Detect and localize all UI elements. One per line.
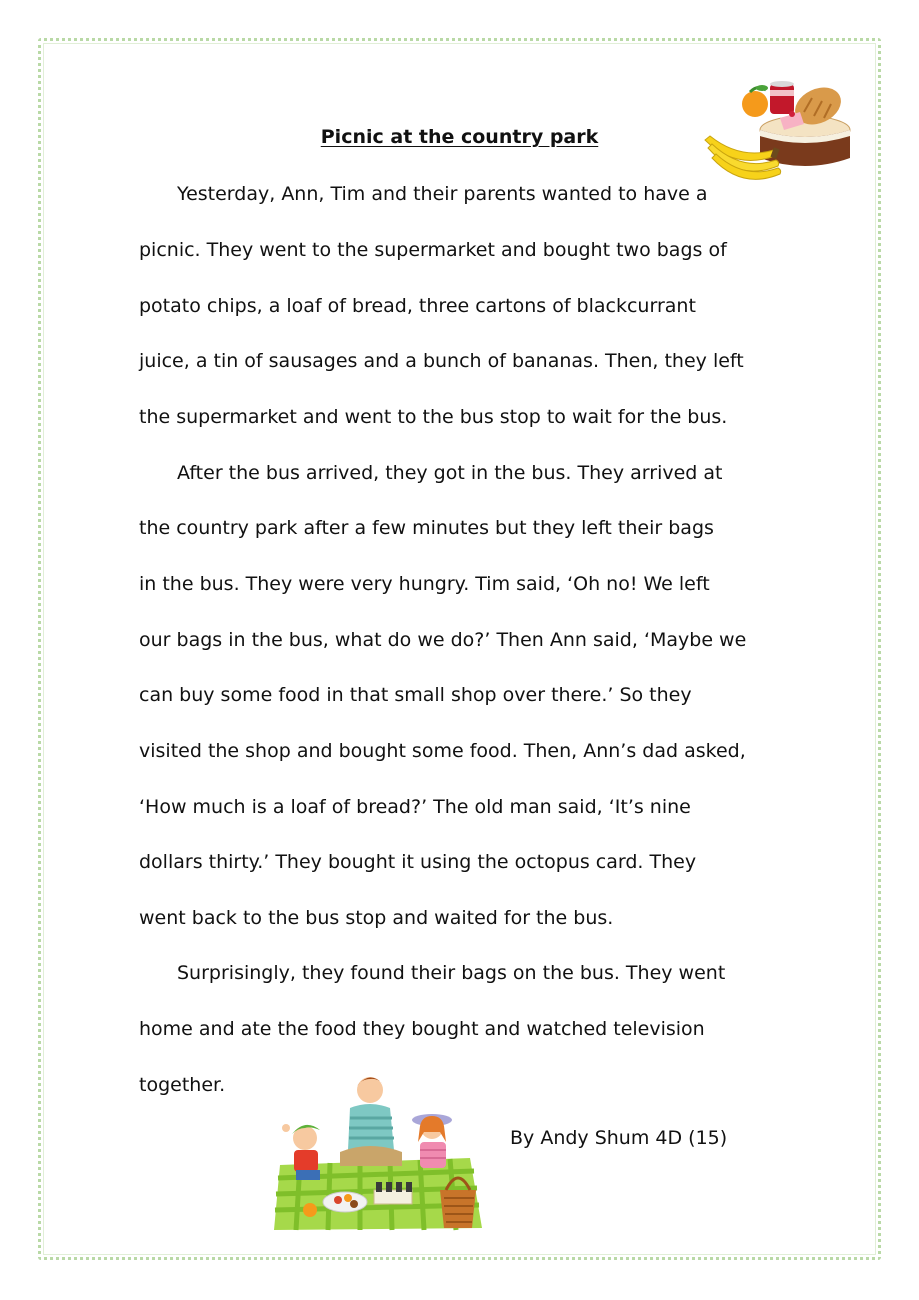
story-line: our bags in the bus, what do we do?’ Then Ann said, ‘Maybe we: [139, 629, 747, 651]
story-line: ‘How much is a loaf of bread?’ The old man said, ‘It’s nine: [139, 796, 691, 818]
story-line: juice, a tin of sausages and a bunch of bananas. Then, they left: [139, 350, 744, 372]
story-line: picnic. They went to the supermarket and bought two bags of: [139, 239, 727, 261]
story-line: home and ate the food they bought and watched television: [139, 1018, 705, 1040]
story-line: visited the shop and bought some food. Then, Ann’s dad asked,: [139, 740, 746, 762]
story-line: can buy some food in that small shop over there.’ So they: [139, 684, 692, 706]
picnic-family-illustration: [270, 1070, 490, 1235]
story-line: After the bus arrived, they got in the bus. They arrived at: [177, 462, 723, 484]
story-line: Surprisingly, they found their bags on the bus. They went: [177, 962, 726, 984]
story-line: went back to the bus stop and waited for the bus.: [139, 907, 614, 929]
story-line: in the bus. They were very hungry. Tim said, ‘Oh no! We left: [139, 573, 710, 595]
story-line: the supermarket and went to the bus stop to wait for the bus.: [139, 406, 728, 428]
story-line: Yesterday, Ann, Tim and their parents wanted to have a: [177, 183, 708, 205]
story-line: the country park after a few minutes but they left their bags: [139, 517, 714, 539]
story-line: together.: [139, 1074, 226, 1096]
story-line: dollars thirty.’ They bought it using the octopus card. They: [139, 851, 697, 873]
story-line: potato chips, a loaf of bread, three cartons of blackcurrant: [139, 295, 696, 317]
page-title: Picnic at the country park: [320, 126, 599, 148]
author-byline: By Andy Shum 4D (15): [510, 1127, 728, 1149]
